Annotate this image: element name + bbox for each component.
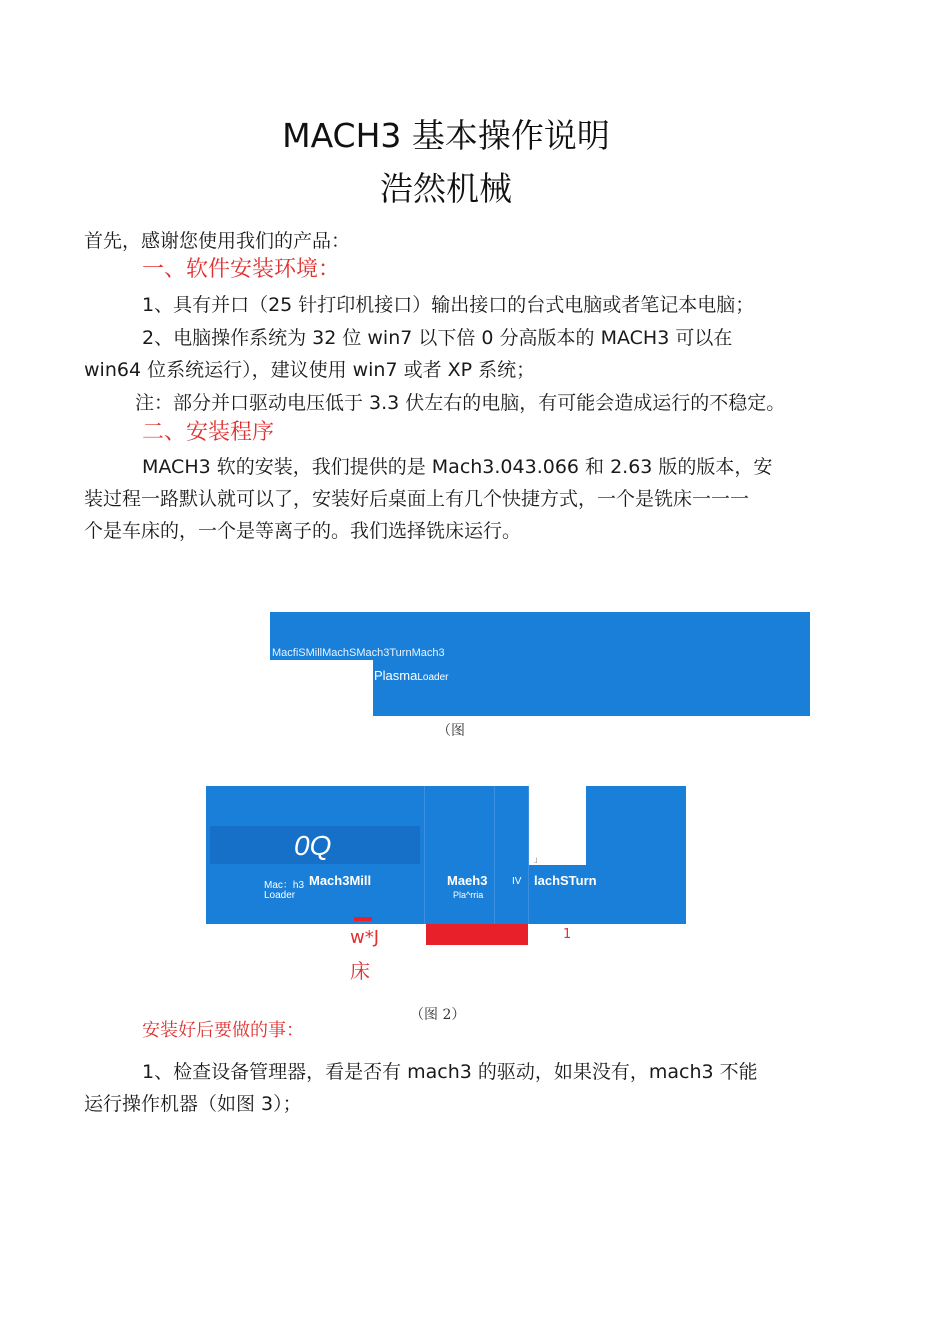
figure2-red-label2: 床 (350, 959, 370, 983)
section1-item2-line1: 2、电脑操作系统为 32 位 win7 以下倍 0 分高版本的 MACH3 可以在 (142, 327, 733, 349)
figure1-plasma-label: Plasma (374, 668, 418, 683)
figure2-tile-block-right (586, 786, 686, 924)
section2-para-line3: 个是车床的，一个是等离子的。我们选择铣床运行。 (84, 520, 522, 542)
intro-text: 首先，感谢您使用我们的产品： (84, 230, 351, 252)
figure2-tile2-name: Maeh3 (447, 873, 488, 888)
figure1-loader-label: Loader (417, 672, 449, 683)
figure2-tile3-name: IV (512, 876, 522, 887)
figure2-logo: 0Q (294, 830, 332, 861)
section1-item2-line2: win64 位系统运行），建议使用 win7 或者 XP 系统； (84, 359, 536, 381)
figure1-row2 (374, 667, 449, 685)
section2-para-line2: 装过程一路默认就可以了，安装好后桌面上有几个快捷方式，一个是铣床一一一 (84, 488, 750, 510)
figure1-row1: MacfiSMillMachSMach3TurnMach3 (272, 647, 445, 659)
figure2-red-label1: w*J (350, 927, 380, 948)
doc-subtitle: 浩然机械 (380, 169, 512, 208)
figure2-desktop-tiles (206, 786, 686, 946)
figure2-red-dots (354, 917, 372, 921)
figure2-tile1-sub: Loader (264, 890, 296, 901)
section1-heading: 一、软件安装环境： (142, 257, 341, 282)
figure1-desktop-shortcuts (270, 612, 810, 716)
figure2-caption: （图 2） (410, 1007, 466, 1023)
figure2-tile1-prefix: Mac：h3 (264, 880, 305, 891)
after-install-item1-line1: 1、检查设备管理器，看是否有 mach3 的驱动，如果没有，mach3 不能 (142, 1061, 758, 1083)
section1-item1: 1、具有并口（25 针打印机接口）输出接口的台式电脑或者笔记本电脑； (142, 294, 755, 316)
figure2-tile1-name: Mach3Mill (309, 873, 372, 888)
section2-para-line1: MACH3 软的安装，我们提供的是 Mach3.043.066 和 2.63 版的版本，安 (142, 456, 773, 478)
figure1-caption: （图 (437, 723, 465, 739)
figure2-red-bar (426, 924, 528, 945)
after-install-item1-line2: 运行操作机器（如图 3）； (84, 1093, 302, 1115)
section1-note: 注：部分并口驱动电压低于 3.3 伏左右的电脑，有可能会造成运行的不稳定。 (135, 392, 786, 414)
figure2-tile2-sub: Pla^rria (453, 890, 484, 900)
figure2-tile4-name: lachSTurn (534, 873, 597, 888)
figure2-small-mark: 」 (534, 855, 542, 864)
figure2-red-num: 1 (563, 927, 572, 942)
doc-title: MACH3 基本操作说明 (282, 116, 610, 155)
after-install-heading: 安装好后要做的事： (142, 1020, 304, 1041)
section2-heading: 二、安装程序 (142, 420, 275, 445)
